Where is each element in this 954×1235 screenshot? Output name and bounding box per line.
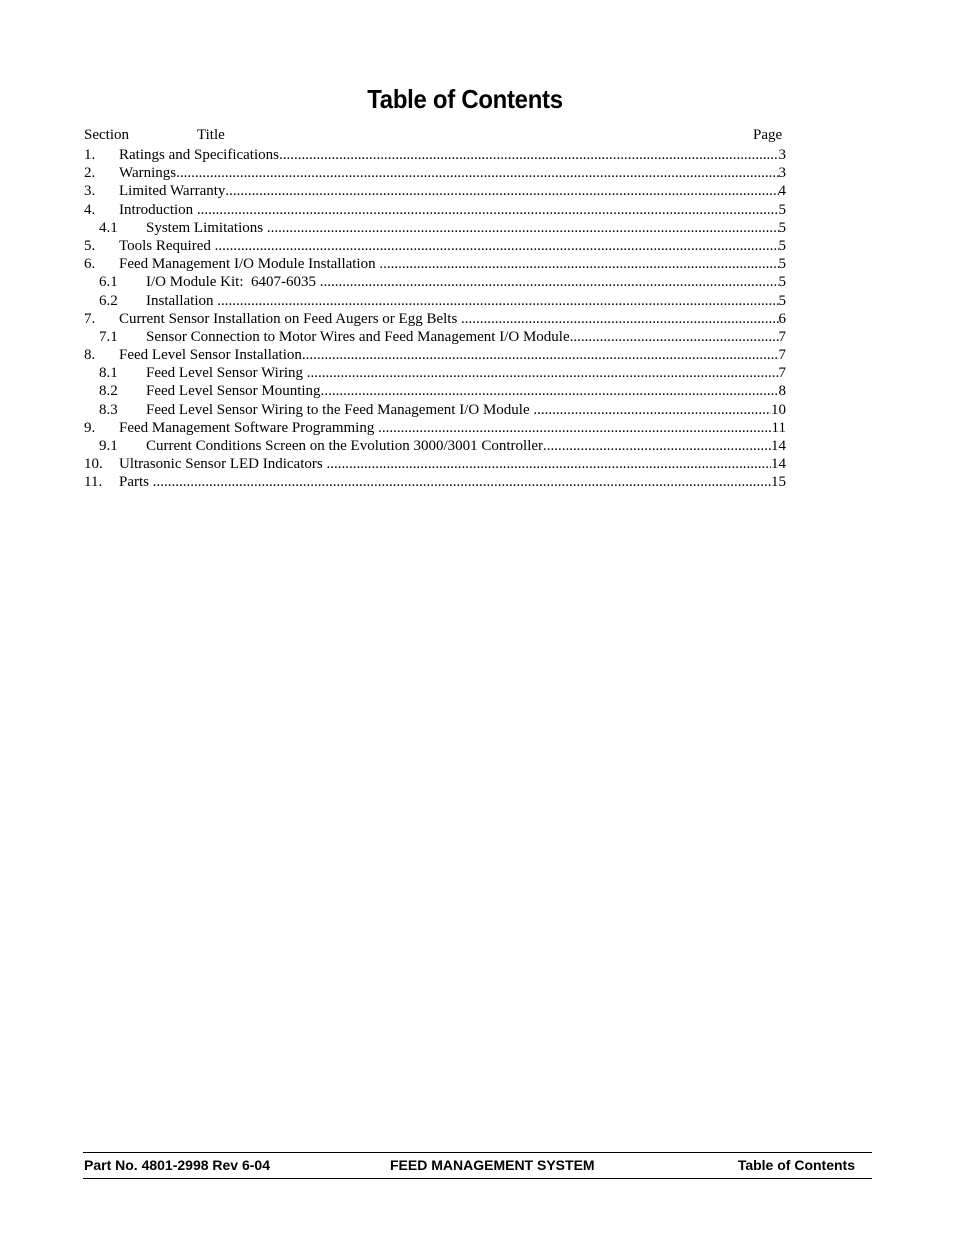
toc-entry-page: 14	[771, 456, 786, 473]
toc-entry-number: 10.	[84, 456, 103, 473]
toc-entry-title: Ultrasonic Sensor LED Indicators	[119, 456, 327, 473]
dot-leader	[570, 328, 779, 346]
toc-entry-title: Installation	[146, 292, 218, 309]
toc-entry-title: Current Conditions Screen on the Evolution 3000/3001 Controller	[146, 438, 544, 454]
toc-entry[interactable]	[84, 455, 786, 473]
dot-leader	[307, 364, 779, 382]
toc-entry-page: 5	[778, 256, 786, 273]
dot-leader	[543, 437, 771, 455]
dot-leader	[197, 201, 779, 219]
toc-entry-line	[119, 237, 786, 255]
toc-entry[interactable]	[84, 364, 786, 382]
toc-entry-page: 5	[778, 274, 786, 291]
toc-entry-title: Feed Management Software Programming	[119, 419, 379, 436]
toc-entry-number: 5.	[84, 237, 96, 254]
dot-leader	[321, 382, 779, 400]
toc-entry-number: 11.	[84, 474, 103, 491]
toc-entry[interactable]	[84, 419, 786, 437]
dot-leader	[326, 455, 771, 473]
toc-entry-number: 4.1	[99, 219, 118, 236]
toc-entry-line	[119, 419, 786, 437]
footer-document-name: FEED MANAGEMENT SYSTEM	[390, 1157, 595, 1173]
toc-entry-number: 8.3	[99, 401, 118, 418]
toc-entry-number: 9.	[84, 419, 96, 436]
toc-entry-title: Tools Required	[119, 237, 215, 254]
toc-entry-title: System Limitations	[146, 219, 267, 236]
toc-list	[84, 146, 786, 492]
dot-leader	[533, 401, 771, 419]
toc-entry[interactable]	[84, 182, 786, 200]
toc-entry[interactable]	[84, 292, 786, 310]
toc-entry-number: 3.	[84, 183, 96, 200]
dot-leader	[153, 473, 771, 491]
toc-entry-page: 7	[778, 347, 786, 364]
toc-entry-line	[146, 273, 786, 291]
toc-entry-line	[146, 328, 786, 346]
toc-entry-line	[146, 437, 786, 455]
toc-entry-number: 4.	[84, 201, 96, 218]
toc-entry-page: 8	[778, 383, 786, 400]
dot-leader	[267, 219, 779, 237]
toc-entry-page: 11	[771, 419, 786, 436]
toc-entry-title: Current Sensor Installation on Feed Augers or Egg Belts	[119, 310, 462, 327]
toc-entry-number: 8.2	[99, 383, 118, 400]
toc-entry-number: 6.	[84, 256, 96, 273]
toc-entry-line	[119, 182, 786, 200]
toc-entry[interactable]	[84, 146, 786, 164]
toc-entry[interactable]	[84, 437, 786, 455]
toc-entry[interactable]	[84, 310, 786, 328]
toc-entry[interactable]	[84, 346, 786, 364]
toc-entry-line	[119, 146, 786, 164]
footer-part-number: Part No. 4801-2998 Rev 6-04	[84, 1157, 270, 1173]
toc-entry-title: Feed Management I/O Module Installation	[119, 256, 380, 273]
toc-entry-page: 6	[778, 310, 786, 327]
toc-entry-page: 5	[778, 201, 786, 218]
toc-entry-title: Introduction	[119, 201, 197, 218]
toc-entry-page: 5	[778, 219, 786, 236]
toc-entry-number: 7.	[84, 310, 96, 327]
toc-entry-page: 14	[771, 438, 786, 454]
page-footer	[83, 1152, 872, 1179]
toc-entry-title: Warnings	[119, 165, 177, 182]
dot-leader	[215, 237, 779, 255]
toc-entry-page: 4	[778, 183, 786, 200]
toc-entry-title: Feed Level Sensor Wiring	[146, 365, 307, 382]
toc-entry[interactable]	[84, 473, 786, 491]
toc-entry-line	[119, 164, 786, 182]
toc-entry[interactable]	[84, 273, 786, 291]
toc-entry-number: 2.	[84, 165, 96, 182]
toc-entry-number: 6.2	[99, 292, 118, 309]
toc-entry-page: 15	[771, 474, 786, 491]
toc-entry-number: 9.1	[99, 438, 118, 454]
toc-entry-title: Feed Level Sensor Installation	[119, 347, 302, 364]
toc-entry[interactable]	[84, 219, 786, 237]
dot-leader	[225, 182, 778, 200]
toc-entry-page: 5	[778, 292, 786, 309]
dot-leader	[176, 164, 778, 182]
dot-leader	[302, 346, 779, 364]
page-title: Table of Contents	[367, 84, 563, 114]
toc-entry-page: 7	[778, 328, 786, 345]
toc-entry[interactable]	[84, 328, 786, 346]
dot-leader	[379, 255, 778, 273]
toc-entry-page: 10	[771, 401, 786, 418]
toc-entry[interactable]	[84, 255, 786, 273]
toc-entry[interactable]	[84, 201, 786, 219]
toc-entry-title: Feed Level Sensor Wiring to the Feed Management I/O Module	[146, 401, 534, 418]
toc-entry-title: Feed Level Sensor Mounting	[146, 383, 321, 400]
toc-entry-title: Sensor Connection to Motor Wires and Feed Management I/O Module	[146, 328, 570, 345]
dot-leader	[279, 146, 779, 164]
toc-entry-page: 3	[778, 165, 786, 182]
toc-entry-line	[146, 382, 786, 400]
toc-entry-line	[146, 401, 786, 419]
section-column-header: Section	[84, 127, 129, 143]
dot-leader	[320, 273, 779, 291]
toc-entry-title: Limited Warranty	[119, 183, 226, 200]
dot-leader	[378, 419, 771, 437]
toc-entry-line	[119, 310, 786, 328]
toc-entry[interactable]	[84, 382, 786, 400]
toc-entry-line	[146, 292, 786, 310]
toc-entry-line	[146, 219, 786, 237]
toc-entry-title: Ratings and Specifications	[119, 147, 279, 163]
toc-entry-line	[146, 364, 786, 382]
toc-entry-title: I/O Module Kit: 6407-6035	[146, 274, 320, 291]
toc-entry[interactable]	[84, 401, 786, 419]
dot-leader	[217, 292, 778, 310]
toc-entry-line	[119, 455, 786, 473]
toc-entry-line	[119, 201, 786, 219]
toc-entry[interactable]	[84, 164, 786, 182]
toc-entry-page: 7	[778, 365, 786, 382]
toc-entry-number: 6.1	[99, 274, 118, 291]
toc-entry-line	[119, 255, 786, 273]
toc-entry-number: 8.1	[99, 365, 118, 382]
toc-entry-line	[119, 346, 786, 364]
toc-entry-number: 7.1	[99, 328, 118, 345]
toc-entry-number: 1.	[84, 147, 96, 163]
toc-entry-page: 3	[778, 147, 786, 163]
toc-entry-page: 5	[778, 237, 786, 254]
page-column-header: Page	[753, 127, 783, 143]
title-column-header: Title	[197, 127, 225, 143]
toc-entry-title: Parts	[119, 474, 153, 491]
toc-entry[interactable]	[84, 237, 786, 255]
footer-section-name: Table of Contents	[737, 1157, 855, 1173]
toc-entry-line	[119, 473, 786, 491]
dot-leader	[461, 310, 778, 328]
toc-entry-number: 8.	[84, 347, 96, 364]
